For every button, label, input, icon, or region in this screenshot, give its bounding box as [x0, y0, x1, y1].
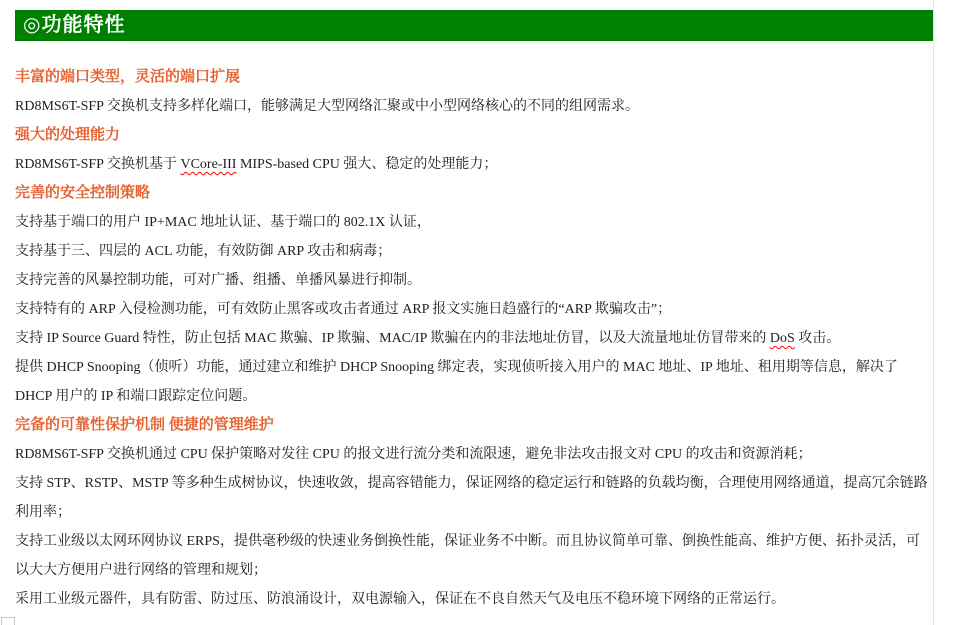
feature-paragraph — [15, 440, 932, 469]
text-run: 支持基于三、四层的 ACL 功能，有效防御 ARP 攻击和病毒； — [15, 244, 392, 259]
misspelled-word: DoS — [769, 331, 795, 346]
page-right-border — [933, 0, 934, 625]
misspelled-word: VCore-III — [180, 157, 237, 172]
text-run: 采用工业级元器件，具有防雷、防过压、防浪涌设计，双电源输入，保证在不良自然天气及电压不稳环境下网络的正常运行。 — [15, 592, 785, 607]
text-run: 支持 STP、RSTP、MSTP 等多种生成树协议，快速收敛，提高容错能力，保证网络的稳定运行和链路的负载均衡，合理使用网络通道，提高冗余链路利用率； — [15, 476, 928, 520]
text-run: 支持基于端口的用户 IP+MAC 地址认证、基于端口的 802.1X 认证， — [15, 215, 431, 230]
feature-paragraph — [15, 353, 932, 411]
feature-heading: 强大的处理能力 — [15, 127, 121, 143]
feature-paragraph — [15, 527, 932, 585]
page-corner-artifact — [1, 617, 15, 625]
feature-heading: 完备的可靠性保护机制 便捷的管理维护 — [15, 417, 274, 433]
feature-paragraph — [15, 208, 932, 237]
feature-paragraph — [15, 92, 932, 121]
content-sections — [15, 63, 932, 614]
feature-paragraph — [15, 469, 932, 527]
feature-paragraph — [15, 266, 932, 295]
feature-heading: 丰富的端口类型，灵活的端口扩展 — [15, 69, 241, 85]
feature-paragraph — [15, 295, 932, 324]
text-run: 支持完善的风暴控制功能，可对广播、组播、单播风暴进行抑制。 — [15, 273, 421, 288]
text-run: 提供 DHCP Snooping（侦听）功能，通过建立和维护 DHCP Snooping 绑定表，实现侦听接入用户的 MAC 地址、IP 地址、租用期等信息，解决了 DHCP 用户的 IP 和端口跟踪定位问题。 — [15, 360, 898, 404]
text-run: 支持特有的 ARP 入侵检测功能，可有效防止黑客或攻击者通过 ARP 报文实施日趋盛行的“ARP 欺骗攻击”； — [15, 302, 672, 317]
feature-heading: 完善的安全控制策略 — [15, 185, 151, 201]
feature-paragraph — [15, 585, 932, 614]
text-run: RD8MS6T-SFP 交换机通过 CPU 保护策略对发往 CPU 的报文进行流分类和流限速，避免非法攻击报文对 CPU 的攻击和资源消耗； — [15, 447, 812, 462]
text-run: MIPS-based CPU 强大、稳定的处理能力； — [236, 157, 498, 172]
feature-paragraph — [15, 324, 932, 353]
section-header-bar — [15, 10, 933, 41]
text-run: RD8MS6T-SFP 交换机基于 — [15, 157, 181, 172]
feature-paragraph — [15, 237, 932, 266]
text-run: 攻击。 — [794, 331, 841, 346]
text-run: RD8MS6T-SFP 交换机支持多样化端口，能够满足大型网络汇聚或中小型网络核心的不同的组网需求。 — [15, 99, 639, 114]
section-header-title: ◎功能特性 — [23, 14, 126, 36]
feature-paragraph — [15, 150, 932, 179]
text-run: 支持工业级以太网环网协议 ERPS，提供毫秒级的快速业务倒换性能，保证业务不中断。而且协议简单可靠、倒换性能高、维护方便、拓扑灵活，可以大大方便用户进行网络的管理和规划； — [15, 534, 920, 578]
text-run: 支持 IP Source Guard 特性，防止包括 MAC 欺骗、IP 欺骗、MAC/IP 欺骗在内的非法地址仿冒，以及大流量地址仿冒带来的 — [15, 331, 770, 346]
